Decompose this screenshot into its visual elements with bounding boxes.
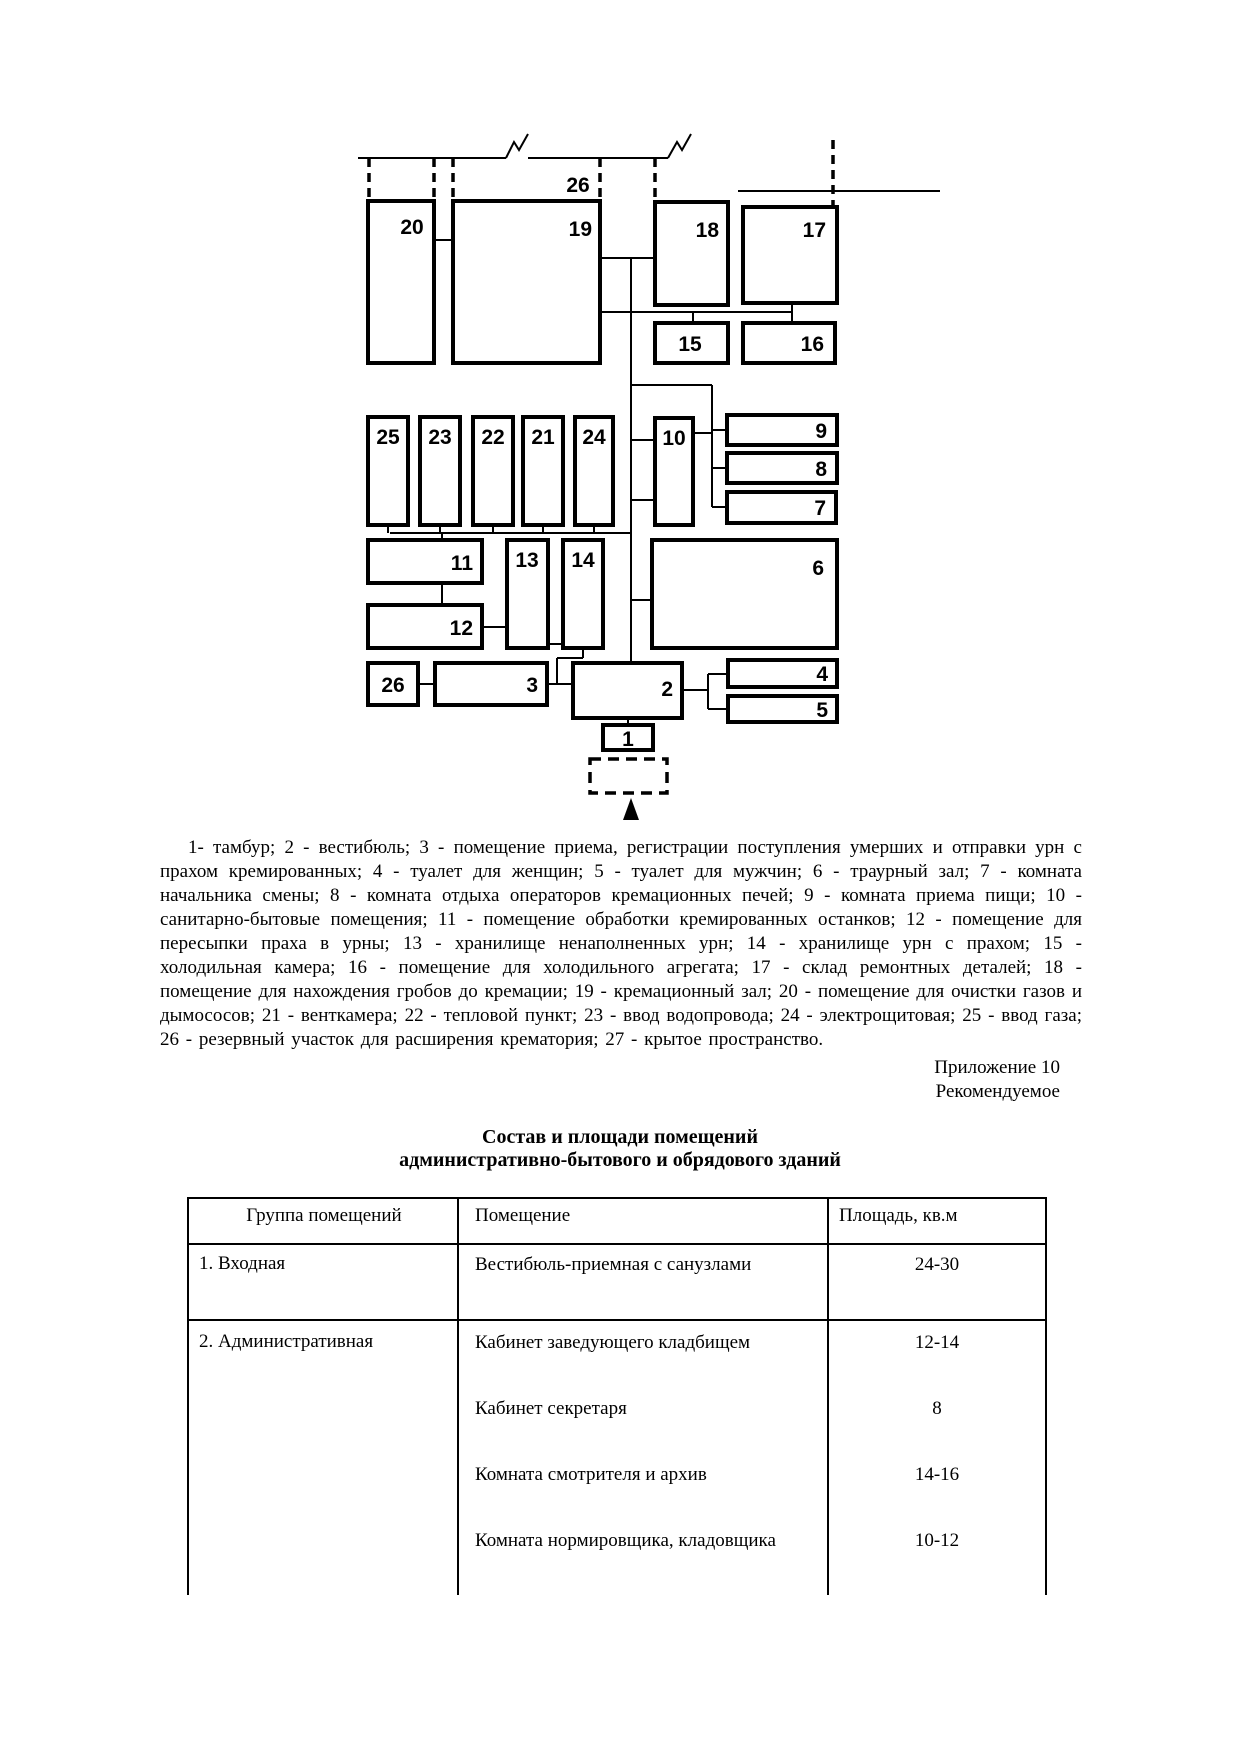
entrance-arrow-icon bbox=[623, 798, 639, 820]
appendix-number: Приложение 10 bbox=[934, 1057, 1060, 1078]
premise-area: 10-12 bbox=[914, 1530, 960, 1551]
break-symbol bbox=[506, 134, 528, 158]
rooms-area-table bbox=[187, 1197, 1047, 1595]
premise-name: Кабинет секретаря bbox=[475, 1398, 627, 1419]
premise-name: Вестибюль-приемная с санузлами bbox=[475, 1254, 752, 1275]
group-cell: 2. Административная bbox=[188, 1320, 458, 1595]
room-18-box bbox=[655, 202, 728, 305]
room-21-label: 21 bbox=[531, 426, 555, 449]
room-16-label: 16 bbox=[800, 333, 824, 356]
room-18-label: 18 bbox=[695, 219, 719, 242]
room-26-label: 26 bbox=[381, 674, 405, 697]
header-premise: Помещение bbox=[458, 1198, 828, 1244]
table-body bbox=[188, 1244, 1046, 1595]
room-20-label: 20 bbox=[400, 216, 424, 239]
areas-cell bbox=[828, 1320, 1046, 1595]
room-14-label: 14 bbox=[571, 549, 595, 572]
room-6-box bbox=[652, 540, 837, 648]
premise-area: 8 bbox=[932, 1398, 942, 1419]
room-10-label: 10 bbox=[662, 427, 686, 450]
room-13-label: 13 bbox=[515, 549, 539, 572]
room-5-label: 5 bbox=[816, 699, 828, 722]
room-25-label: 25 bbox=[376, 426, 400, 449]
premises-cell bbox=[458, 1244, 828, 1320]
areas-cell bbox=[828, 1244, 1046, 1320]
appendix-status: Рекомендуемое bbox=[935, 1081, 1060, 1102]
header-group: Группа помещений bbox=[188, 1198, 458, 1244]
room-2-label: 2 bbox=[661, 678, 673, 701]
room-6-label: 6 bbox=[812, 557, 824, 580]
table-row bbox=[188, 1244, 1046, 1320]
entrance-dashed-box bbox=[590, 759, 667, 793]
table-title-line1: Состав и площади помещений bbox=[482, 1126, 758, 1148]
room-22-label: 22 bbox=[481, 426, 505, 449]
appendix-block bbox=[160, 1056, 1060, 1104]
figure-legend: 1- тамбур; 2 - вестибюль; 3 - помещение приема, регистрации поступления умерших и отправки урн с прахом кремированных; 4 - туалет для женщин; 5 - туалет для мужчин; 6 - траурный зал; 7 - комната начальника смены; 8 - комната отдыха операторов кремационных печей; 9 - комната приема пищи; 10 - санитарно-бытовые помещения; 11 - помещение обработки кремированных останков; 12 - помещение для пересыпки праха в урны; 13 - хранилище ненаполненных урн; 14 - хранилище урн с прахом; 15 - холодильная камера; 16 - помещение для холодильного агрегата; 17 - склад ремонтных деталей; 18 - помещение для нахождения гробов до кремации; 19 - кремационный зал; 20 - помещение для очистки газов и дымососов; 21 - венткамера; 22 - тепловой пункт; 23 - ввод водопровода; 24 - электрощитовая; 25 - ввод газа; 26 - резервный участок для расширения крематория; 27 - крытое пространство. bbox=[160, 837, 1082, 1050]
room-19-label: 19 bbox=[568, 218, 592, 241]
room-11-label: 11 bbox=[450, 552, 473, 575]
premise-area: 24-30 bbox=[914, 1254, 960, 1275]
header-area: Площадь, кв.м bbox=[828, 1198, 1046, 1244]
premise-name: Комната смотрителя и архив bbox=[475, 1464, 707, 1485]
premise-area: 12-14 bbox=[914, 1332, 960, 1353]
table-row bbox=[188, 1320, 1046, 1595]
area-26-label: 26 bbox=[566, 174, 590, 197]
table-title-line2: административно-бытового и обрядового зданий bbox=[399, 1149, 841, 1171]
room-7-label: 7 bbox=[814, 497, 826, 520]
floor-plan-diagram bbox=[0, 0, 1240, 830]
room-3-label: 3 bbox=[526, 674, 538, 697]
premise-name: Комната нормировщика, кладовщика bbox=[475, 1530, 776, 1551]
group-cell: 1. Входная bbox=[188, 1244, 458, 1320]
room-23-label: 23 bbox=[428, 426, 452, 449]
room-1-label: 1 bbox=[622, 728, 634, 751]
table-header-row bbox=[188, 1198, 1046, 1244]
room-9-label: 9 bbox=[815, 420, 827, 443]
room-17-label: 17 bbox=[802, 219, 826, 242]
premise-name: Кабинет заведующего кладбищем bbox=[475, 1332, 751, 1353]
break-symbol bbox=[668, 134, 691, 158]
premises-cell bbox=[458, 1320, 828, 1595]
room-15-label: 15 bbox=[678, 333, 702, 356]
table-title bbox=[160, 1126, 1080, 1172]
room-8-label: 8 bbox=[815, 458, 827, 481]
room-4-label: 4 bbox=[816, 663, 828, 686]
room-12-label: 12 bbox=[449, 617, 473, 640]
room-24-label: 24 bbox=[582, 426, 606, 449]
premise-area: 14-16 bbox=[914, 1464, 960, 1485]
